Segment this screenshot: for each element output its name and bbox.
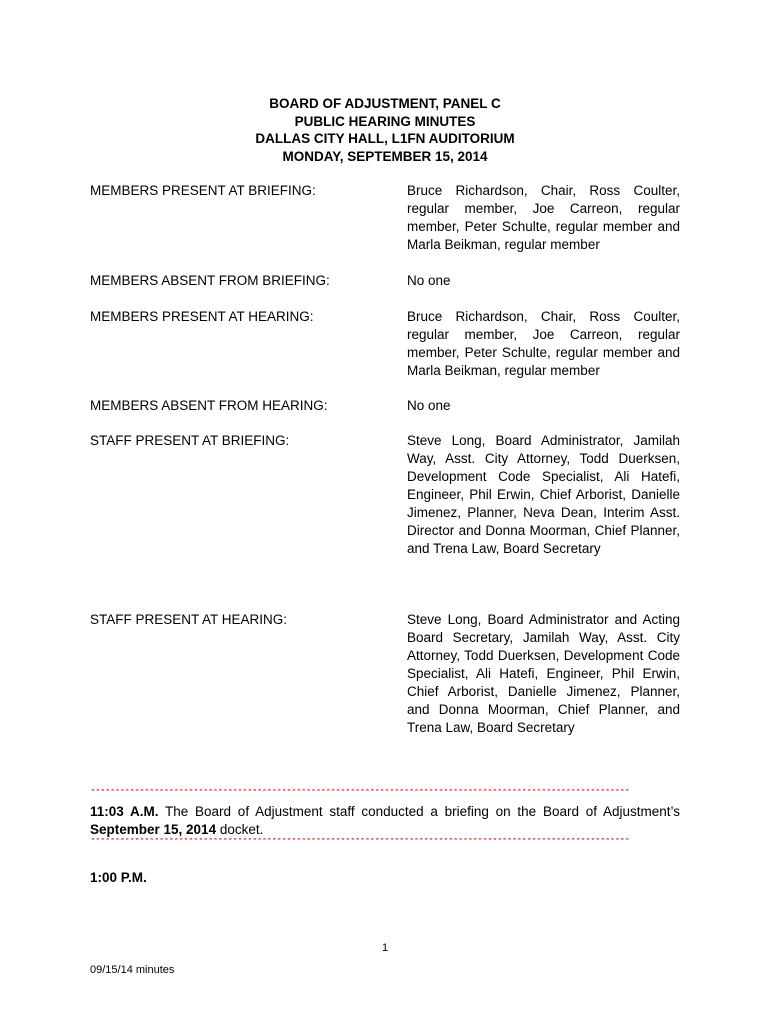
attendance-label: MEMBERS ABSENT FROM HEARING: xyxy=(90,398,328,413)
date-title: MONDAY, SEPTEMBER 15, 2014 xyxy=(282,148,488,164)
separator-bottom: ************************************************************************************************************** xyxy=(90,838,630,846)
page-number: 1 xyxy=(381,942,389,954)
location-title: DALLAS CITY HALL, L1FN AUDITORIUM xyxy=(255,131,515,146)
attendance-label: STAFF PRESENT AT HEARING: xyxy=(90,612,288,627)
document-title-block xyxy=(0,95,770,165)
attendance-value: Bruce Richardson, Chair, Ross Coulter, regular member, Joe Carreon, regular member, Peter Schulte, regular member and Marla Beikman, regular member xyxy=(407,309,680,378)
separator-top: ************************************************************************************************************** xyxy=(90,789,630,797)
briefing-text-before: The Board of Adjustment staff conducted a briefing on the Board of Adjustment’s xyxy=(158,804,681,819)
attendance-label: MEMBERS PRESENT AT BRIEFING: xyxy=(90,183,316,198)
attendance-value: Steve Long, Board Administrator, Jamilah Way, Asst. City Attorney, Todd Duerksen, Development Code Specialist, Ali Hatefi, Engineer, Phil Erwin, Chief Arborist, Danielle Jimenez, Planner, Neva Dean, Interim Asst. Director and Donna Moorman, Chief Planner, and Trena Law, Board Secretary xyxy=(407,433,680,556)
attendance-value: No one xyxy=(407,398,451,413)
minutes-title: PUBLIC HEARING MINUTES xyxy=(294,113,476,129)
attendance-value: Bruce Richardson, Chair, Ross Coulter, regular member, Joe Carreon, regular member, Peter Schulte, regular member and Marla Beikman, regular member xyxy=(407,183,680,252)
attendance-label: MEMBERS PRESENT AT HEARING: xyxy=(90,309,314,324)
attendance-value: Steve Long, Board Administrator and Acting Board Secretary, Jamilah Way, Asst. City Attorney, Todd Duerksen, Development Code Specialist, Ali Hatefi, Engineer, Phil Erwin, Chief Arborist, Danielle Jimenez, Planner, and Donna Moorman, Chief Planner, and Trena Law, Board Secretary xyxy=(407,612,680,735)
attendance-value: No one xyxy=(407,273,451,288)
briefing-text-after: docket. xyxy=(216,821,264,837)
briefing-paragraph xyxy=(90,803,680,838)
attendance-label: STAFF PRESENT AT BRIEFING: xyxy=(90,433,290,448)
briefing-time: 11:03 A.M. xyxy=(90,804,159,819)
footer-text: 09/15/14 minutes xyxy=(90,964,175,976)
briefing-date: September 15, 2014 xyxy=(90,821,217,837)
attendance-label: MEMBERS ABSENT FROM BRIEFING: xyxy=(90,273,330,288)
hearing-time: 1:00 P.M. xyxy=(90,870,147,885)
board-title: BOARD OF ADJUSTMENT, PANEL C xyxy=(269,96,501,111)
